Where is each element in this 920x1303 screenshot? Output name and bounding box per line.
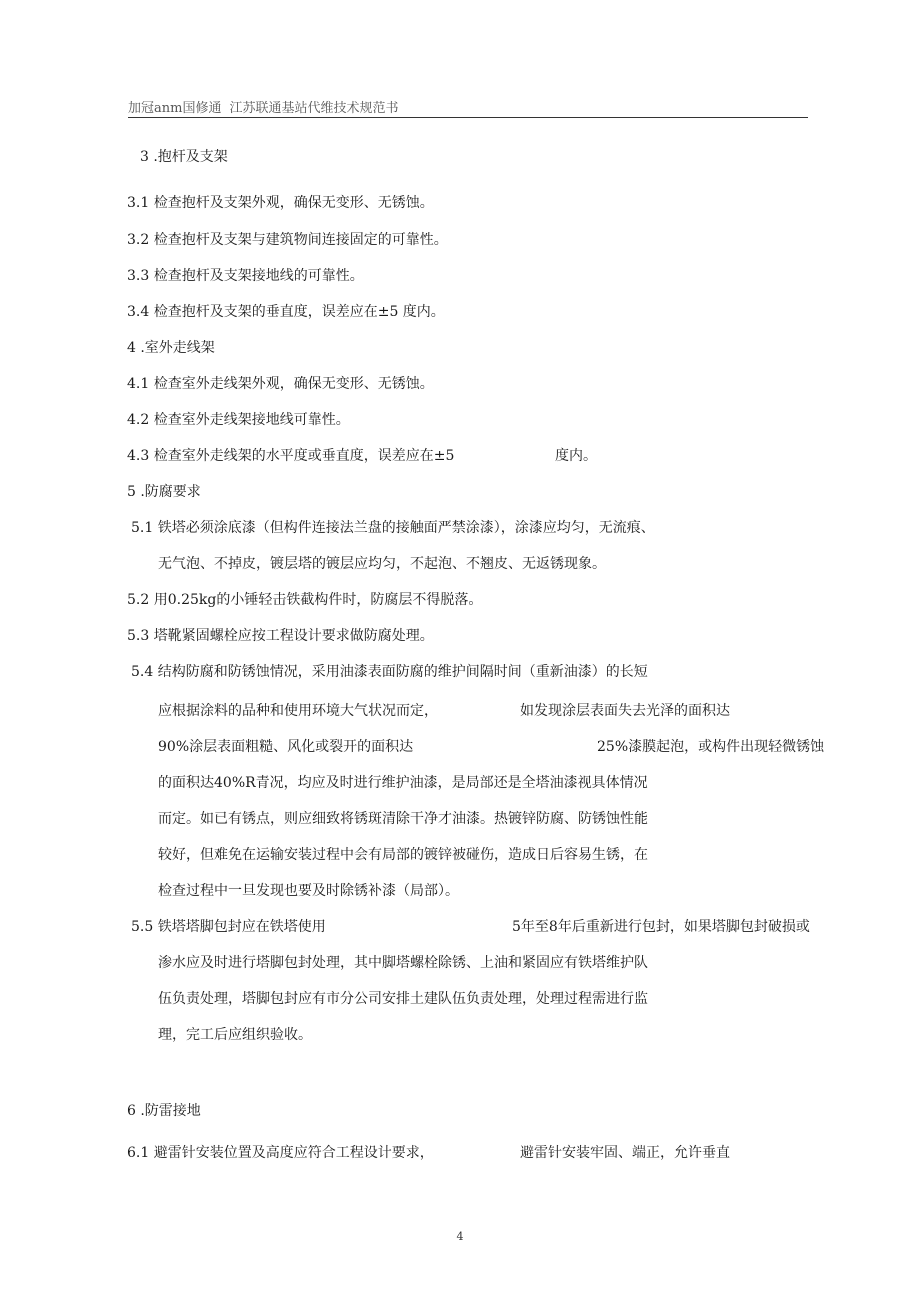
paragraph-line: 4.2 检查室外走线架接地线可靠性。 xyxy=(127,412,350,428)
paragraph-line: 如发现涂层表面失去光泽的面积达 xyxy=(520,703,730,719)
paragraph-line: 5.5 铁塔塔脚包封应在铁塔使用 xyxy=(131,919,326,935)
paragraph-line: 6.1 避雷针安装位置及高度应符合工程设计要求， xyxy=(127,1145,434,1161)
section-heading: 5 .防腐要求 xyxy=(127,484,201,500)
header-org: 加冠anm国修通 xyxy=(128,101,222,116)
section-heading: 3 .抱杆及支架 xyxy=(140,149,228,165)
paragraph-line: 检查过程中一旦发现也要及时除锈补漆（局部）。 xyxy=(158,883,459,899)
section-heading: 6 .防雷接地 xyxy=(127,1103,201,1119)
paragraph-line: 5.3 塔靴紧固螺栓应按工程设计要求做防腐处理。 xyxy=(127,628,434,644)
paragraph-line: 3.4 检查抱杆及支架的垂直度，误差应在±5 度内。 xyxy=(127,304,445,320)
paragraph-line: 5.2 用0.25kg的小锤轻击铁截构件时，防腐层不得脱落。 xyxy=(127,592,483,608)
paragraph-line: 3.3 检查抱杆及支架接地线的可靠性。 xyxy=(127,268,364,284)
paragraph-line: 而定。如已有锈点，则应细致将锈斑清除干净才油漆。热镀锌防腐、防锈蚀性能 xyxy=(158,811,648,827)
paragraph-line: 渗水应及时进行塔脚包封处理，其中脚塔螺栓除锈、上油和紧固应有铁塔维护队 xyxy=(158,955,648,971)
paragraph-line: 理，完工后应组织验收。 xyxy=(158,1027,312,1043)
paragraph-line: 25%漆膜起泡，或构件出现轻微锈蚀 xyxy=(597,739,825,755)
paragraph-line: 伍负责处理，塔脚包封应有市分公司安排土建队伍负责处理，处理过程需进行监 xyxy=(158,991,648,1007)
paragraph-line: 90%涂层表面粗糙、风化或裂开的面积达 xyxy=(158,739,414,755)
paragraph-line: 3.1 检查抱杆及支架外观，确保无变形、无锈蚀。 xyxy=(127,195,434,211)
paragraph-line: 4.1 检查室外走线架外观，确保无变形、无锈蚀。 xyxy=(127,376,434,392)
page-number: 4 xyxy=(456,1230,464,1243)
paragraph-line: 避雷针安装牢固、端正，允许垂直 xyxy=(520,1145,730,1161)
section-heading: 4 .室外走线架 xyxy=(127,340,215,356)
paragraph-line: 5.4 结构防腐和防锈蚀情况，采用油漆表面防腐的维护间隔时间（重新油漆）的长短 xyxy=(131,664,648,680)
paragraph-line: 应根据涂料的品种和使用环境大气状况而定， xyxy=(158,703,438,719)
paragraph-line: 无气泡、不掉皮，镀层塔的镀层应均匀，不起泡、不翘皮、无返锈现象。 xyxy=(158,556,606,572)
paragraph-line: 的面积达40%R青况，均应及时进行维护油漆，是局部还是全塔油漆视具体情况 xyxy=(158,775,648,791)
paragraph-line: 4.3 检查室外走线架的水平度或垂直度，误差应在±5 xyxy=(127,448,455,464)
header-doc-title: 江苏联通基站代维技术规范书 xyxy=(229,101,399,116)
paragraph-line: 度内。 xyxy=(555,448,597,464)
paragraph-line: 较好，但难免在运输安装过程中会有局部的镀锌被碰伤，造成日后容易生锈，在 xyxy=(158,847,648,863)
paragraph-line: 5年至8年后重新进行包封，如果塔脚包封破损或 xyxy=(512,919,810,935)
paragraph-line: 5.1 铁塔必须涂底漆（但构件连接法兰盘的接触面严禁涂漆），涂漆应均匀，无流痕、 xyxy=(131,520,655,536)
page-header xyxy=(128,100,808,118)
paragraph-line: 3.2 检查抱杆及支架与建筑物间连接固定的可靠性。 xyxy=(127,232,448,248)
